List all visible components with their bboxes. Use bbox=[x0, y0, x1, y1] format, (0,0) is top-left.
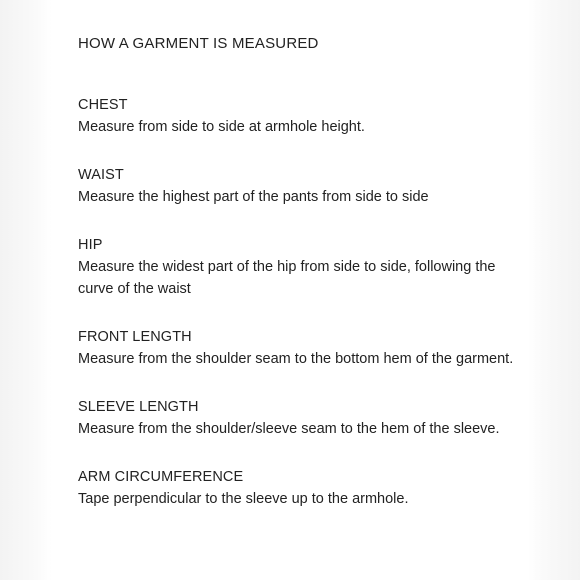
section-description: Measure from the shoulder seam to the bottom hem of the garment. bbox=[78, 351, 514, 367]
section-sleeve-length bbox=[78, 397, 518, 440]
section-chest bbox=[78, 95, 518, 138]
section-heading: HIP bbox=[78, 237, 103, 253]
guide-content bbox=[78, 34, 518, 537]
section-heading: CHEST bbox=[78, 97, 128, 113]
section-arm-circumference bbox=[78, 467, 518, 510]
right-edge-shadow bbox=[528, 0, 580, 580]
section-description: Measure from the shoulder/sleeve seam to the hem of the sleeve. bbox=[78, 421, 500, 437]
section-heading: WAIST bbox=[78, 167, 124, 183]
section-front-length bbox=[78, 327, 518, 370]
section-waist bbox=[78, 165, 518, 208]
section-description: Tape perpendicular to the sleeve up to the armhole. bbox=[78, 491, 409, 507]
section-description: Measure the highest part of the pants from side to side bbox=[78, 189, 429, 205]
left-edge-shadow bbox=[0, 0, 52, 580]
section-heading: FRONT LENGTH bbox=[78, 329, 192, 345]
section-description: Measure the widest part of the hip from side to side, following the curve of the waist bbox=[78, 259, 496, 297]
section-hip bbox=[78, 235, 518, 300]
section-heading: SLEEVE LENGTH bbox=[78, 399, 199, 415]
section-heading: ARM CIRCUMFERENCE bbox=[78, 469, 244, 485]
page-title: HOW A GARMENT IS MEASURED bbox=[78, 35, 319, 52]
section-description: Measure from side to side at armhole height. bbox=[78, 119, 365, 135]
